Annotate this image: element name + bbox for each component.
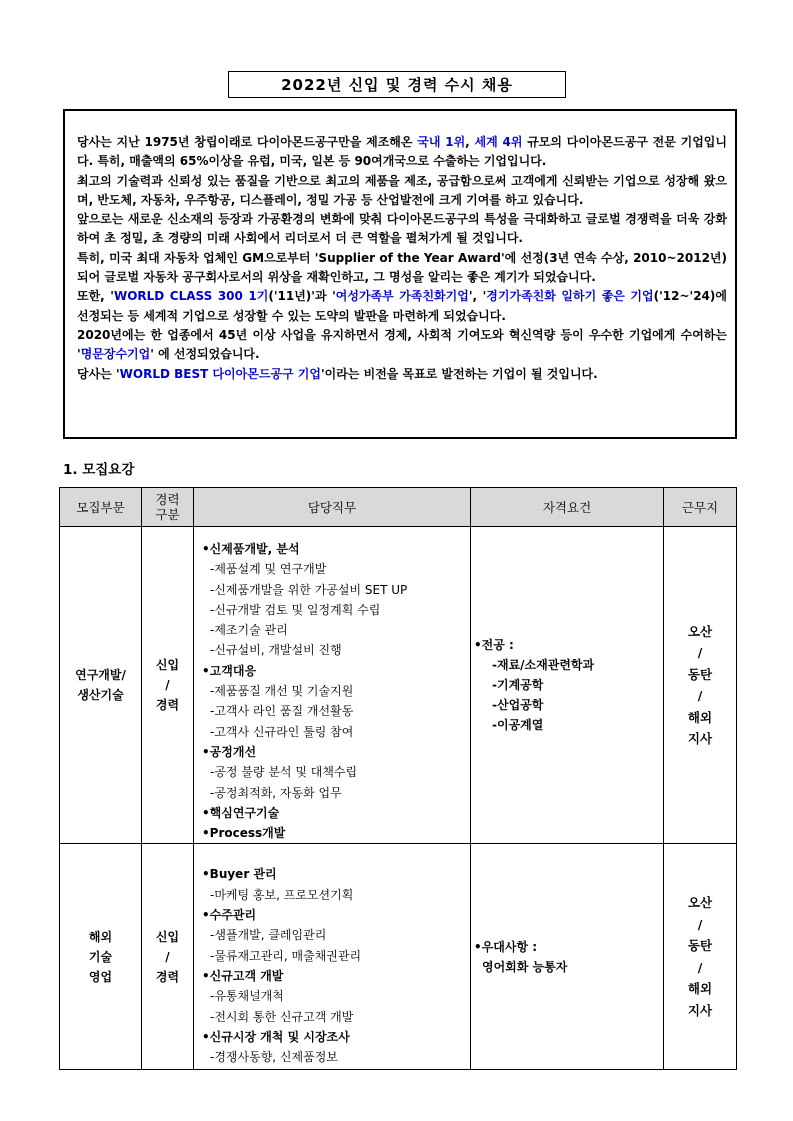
intro-text: 당사는 ' bbox=[77, 366, 120, 381]
division-cell bbox=[60, 844, 142, 1070]
location-cell bbox=[664, 844, 737, 1070]
location-line: 해외 bbox=[687, 981, 713, 997]
duty-heading: •신규시장 개척 및 시장조사 bbox=[202, 1029, 350, 1044]
header-career-line: 경력 bbox=[155, 492, 180, 507]
career-line: 신입 bbox=[155, 658, 180, 673]
intro-text: ', ' bbox=[468, 289, 487, 304]
career-cell bbox=[142, 844, 194, 1070]
duty-heading: •Buyer 관리 bbox=[202, 867, 277, 882]
intro-highlight: 명문장수기업 bbox=[80, 347, 151, 362]
division-cell bbox=[60, 527, 142, 844]
intro-highlight: WORLD BEST 다이아몬드공구 기업 bbox=[119, 366, 321, 381]
duty-item: -제품품질 개선 및 기술지원 bbox=[210, 684, 354, 699]
career-line: 경력 bbox=[155, 698, 180, 713]
header-duties: 담당직무 bbox=[194, 488, 471, 527]
location-line: / bbox=[697, 645, 703, 661]
intro-paragraph: 앞으로는 새로운 신소재의 등장과 가공환경의 변화에 맞춰 다이아몬드공구의 특성을 극대화하고 글로벌 경쟁력을 더욱 강화하여 초 정밀, 초 경량의 미래 사회에서 리더로서 더 큰 역할을 펼쳐가게 될 것입니다. bbox=[77, 212, 727, 246]
location-line: 지사 bbox=[687, 1002, 713, 1018]
duty-item: -신규개발 검토 및 일정계획 수립 bbox=[210, 602, 381, 617]
duty-item: -제품설계 및 연구개발 bbox=[210, 562, 327, 577]
quals-item: -산업공학 bbox=[492, 698, 544, 713]
career-line: / bbox=[165, 949, 170, 964]
duty-item: -신규설비, 개발설비 진행 bbox=[210, 643, 342, 658]
quals-title: •우대사항 : bbox=[474, 939, 538, 954]
recruitment-table bbox=[59, 487, 737, 1070]
career-line: 신입 bbox=[155, 929, 180, 944]
intro-paragraph: 특히, 미국 최대 자동차 업체인 GM으로부터 'Supplier of the Year Award'에 선정(3년 연속 수상, 2010~2012년)되어 글로벌 자동차 공구회사로서의 위상을 재확인하고, 그 명성을 알리는 좋은 계기가 되었습니다. bbox=[77, 250, 727, 285]
division-line: 영업 bbox=[88, 969, 113, 984]
intro-paragraph bbox=[77, 287, 727, 326]
section-title: 1. 모집요강 bbox=[63, 462, 135, 478]
career-line: / bbox=[165, 678, 170, 693]
intro-text: ' 에 선정되었습니다. bbox=[150, 347, 260, 362]
intro-text: '이라는 비전을 목표로 발전하는 기업이 될 것입니다. bbox=[320, 366, 598, 381]
company-intro-box bbox=[63, 109, 737, 439]
duty-heading: •공정개선 bbox=[202, 744, 257, 759]
location-line: 지사 bbox=[687, 731, 713, 747]
duty-item: -경쟁사동향, 신제품정보 bbox=[210, 1050, 338, 1065]
intro-highlight: WORLD CLASS 300 1기 bbox=[113, 289, 269, 304]
intro-highlight: 세계 4위 bbox=[474, 135, 523, 149]
quals-item: -이공계열 bbox=[492, 718, 544, 733]
duty-item: -전시회 통한 신규고객 개발 bbox=[210, 1009, 354, 1024]
duty-heading: •고객대응 bbox=[202, 663, 257, 678]
header-division: 모집부문 bbox=[60, 488, 142, 527]
quals-item: -재료/소재관련학과 bbox=[492, 658, 595, 673]
location-line: 오산 bbox=[687, 623, 713, 639]
intro-text: 당사는 지난 1975년 창립이래로 다이아몬드공구만을 제조해온 bbox=[77, 135, 418, 149]
duty-heading: •핵심연구기술 bbox=[202, 805, 280, 820]
intro-text: 2020년에는 한 업종에서 45년 이상 사업을 유지하면서 경제, 사회적 기여도와 혁신역량 등이 우수한 기업에게 수여하는 ' bbox=[77, 327, 727, 362]
intro-text: ('11년)'과 ' bbox=[268, 289, 336, 304]
career-cell bbox=[142, 527, 194, 844]
career-line: 경력 bbox=[155, 969, 180, 984]
duty-item: -고객사 라인 품질 개선활동 bbox=[210, 704, 354, 719]
duty-item: -샘플개발, 클레임관리 bbox=[210, 928, 327, 943]
quals-item: -기계공학 bbox=[492, 678, 544, 693]
location-cell bbox=[664, 527, 737, 844]
location-line: / bbox=[697, 916, 703, 932]
intro-text: , bbox=[465, 135, 475, 149]
duty-item: -공정최적화, 자동화 업무 bbox=[210, 785, 342, 800]
header-quals: 자격요건 bbox=[471, 488, 664, 527]
location-line: 동탄 bbox=[687, 938, 713, 954]
intro-paragraph bbox=[77, 133, 727, 172]
intro-paragraph bbox=[77, 365, 727, 384]
intro-highlight: 경기가족친화 일하기 좋은 기업 bbox=[486, 289, 654, 304]
page-title: 2022년 신입 및 경력 수시 채용 bbox=[228, 71, 566, 98]
intro-paragraph: 최고의 기술력과 신뢰성 있는 품질을 기반으로 최고의 제품을 제조, 공급함으로써 고객에게 신뢰받는 기업으로 성장해 왔으며, 반도체, 자동차, 우주항공, 디스플레이, 정밀 가공 등 산업발전에 크게 기여를 하고 있습니다. bbox=[77, 173, 727, 207]
location-line: 오산 bbox=[687, 895, 713, 911]
duty-item: -마케팅 홍보, 프로모션기획 bbox=[210, 887, 354, 902]
duty-item: -물류재고관리, 매출채권관리 bbox=[210, 948, 362, 963]
intro-text: 또한, ' bbox=[77, 289, 114, 304]
duty-heading: •Process개발 bbox=[202, 826, 286, 841]
table-header-row bbox=[60, 488, 737, 527]
table-row bbox=[60, 844, 737, 1070]
intro-paragraph bbox=[77, 326, 727, 365]
header-location: 근무지 bbox=[664, 488, 737, 527]
location-line: 동탄 bbox=[687, 666, 713, 682]
intro-text: ('12~'24)에 선정되는 등 세계적 기업으로 성장할 수 있는 도약의 발판을 마련하게 되었습니다. bbox=[77, 289, 727, 323]
quals-item: 영어회화 능통자 bbox=[482, 959, 568, 974]
quals-title: •전공 : bbox=[474, 638, 514, 653]
intro-highlight: 국내 1위 bbox=[417, 135, 466, 149]
duty-item: -고객사 신규라인 툴링 참여 bbox=[210, 724, 354, 739]
table-row bbox=[60, 527, 737, 844]
division-line: 기술 bbox=[88, 949, 113, 964]
division-line: 연구개발/ bbox=[75, 668, 126, 683]
duty-heading: •신제품개발, 분석 bbox=[202, 542, 300, 556]
duty-item: -공정 불량 분석 및 대책수립 bbox=[210, 765, 358, 780]
quals-cell bbox=[471, 844, 664, 1070]
division-line: 생산기술 bbox=[77, 688, 124, 703]
intro-text: 규모의 다이아몬드공구 전문 기업입니다. 특히, 매출액의 65%이상을 유럽, 미국, 일본 등 90여개국으로 수출하는 기업입니다. bbox=[77, 135, 727, 169]
duty-item: -제조기술 관리 bbox=[210, 623, 288, 638]
header-career-line: 구분 bbox=[155, 507, 180, 522]
header-career bbox=[142, 488, 194, 527]
location-line: / bbox=[697, 959, 703, 975]
duty-item: -유통채널개척 bbox=[210, 989, 284, 1004]
duty-heading: •신규고객 개발 bbox=[202, 968, 284, 983]
quals-cell bbox=[471, 527, 664, 844]
intro-highlight: 여성가족부 가족친화기업 bbox=[335, 289, 469, 304]
duty-item: -신제품개발을 위한 가공설비 SET UP bbox=[210, 582, 408, 597]
duties-cell bbox=[194, 527, 471, 844]
duties-cell bbox=[194, 844, 471, 1070]
division-line: 해외 bbox=[88, 929, 113, 944]
duty-heading: •수주관리 bbox=[202, 908, 257, 923]
location-line: / bbox=[697, 688, 703, 704]
location-line: 해외 bbox=[687, 709, 713, 725]
